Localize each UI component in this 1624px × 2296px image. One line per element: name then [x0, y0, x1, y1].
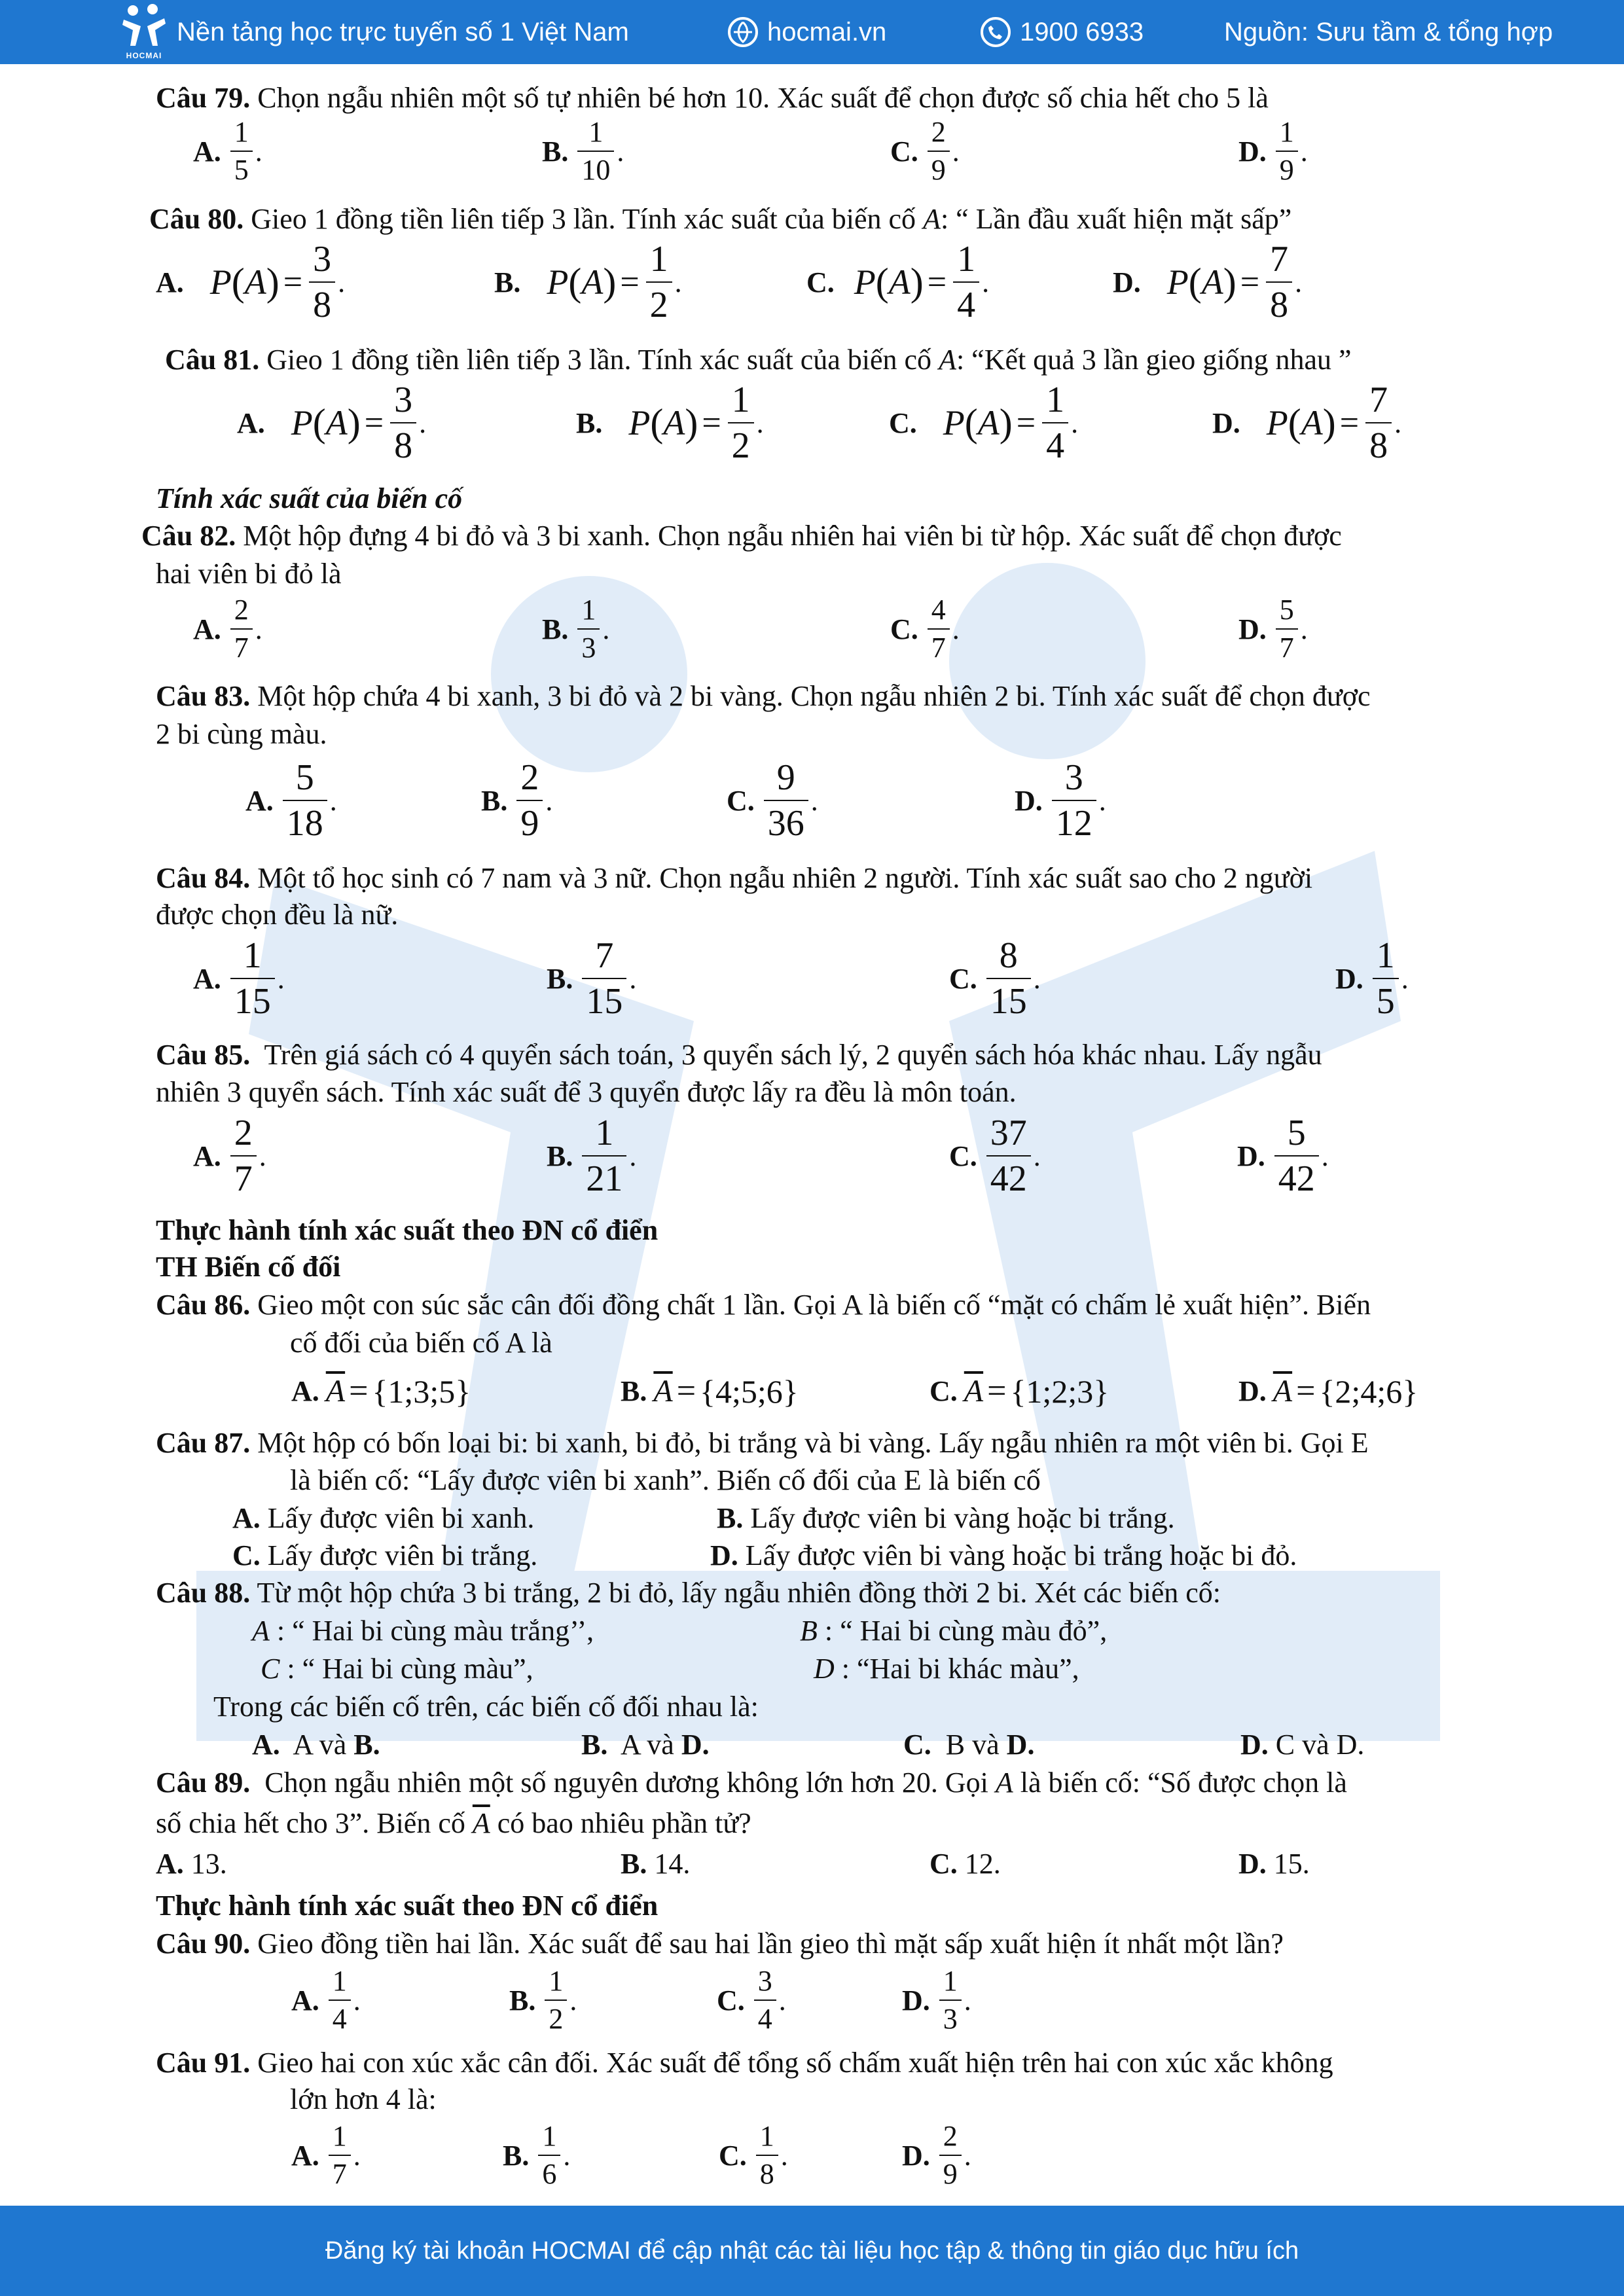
- q88-event-a: A : “ Hai bi cùng màu trắng’’,: [252, 1615, 594, 1647]
- q79-option-b[interactable]: B. $\frac{1}{10}$ .: [542, 116, 624, 186]
- q86-option-d[interactable]: D. $\overline{A}$ = {2;4;6}: [1238, 1372, 1418, 1410]
- phone-number[interactable]: 1900 6933: [1020, 17, 1144, 46]
- footer-text[interactable]: Đăng ký tài khoản HOCMAI để cập nhật các tài liệu học tập & thông tin giáo dục hữu ích: [325, 2236, 1299, 2265]
- q82-option-a[interactable]: A. $\frac{2}{7}$ .: [193, 594, 262, 664]
- phone-icon: [981, 17, 1011, 47]
- q91-option-a[interactable]: A. $\frac{1}{7}$ .: [291, 2120, 361, 2190]
- q90-option-b[interactable]: B. $\frac{1}{2}$ .: [509, 1965, 577, 2035]
- q85-option-c[interactable]: C. $\frac{37}{42}$ .: [949, 1113, 1041, 1199]
- question-88-cont: Trong các biến cố trên, các biến cố đối nhau là:: [213, 1691, 759, 1723]
- q91-option-d[interactable]: D. $\frac{2}{9}$ .: [902, 2120, 971, 2190]
- q89-option-d[interactable]: D. 15.: [1238, 1848, 1310, 1880]
- q90-option-c[interactable]: C. $\frac{3}{4}$ .: [717, 1965, 786, 2035]
- section-heading: Thực hành tính xác suất theo ĐN cổ điển: [156, 1890, 659, 1922]
- q85-option-d[interactable]: D. $\frac{5}{42}$ .: [1237, 1113, 1329, 1199]
- question-91: Câu 91. Gieo hai con xúc xắc cân đối. Xác suất để tổng số chấm xuất hiện trên hai con xúc xắc không: [156, 2047, 1333, 2079]
- section-heading: TH Biến cố đối: [156, 1251, 341, 1283]
- logo-text: HOCMAI: [126, 51, 162, 60]
- q79-option-d[interactable]: D. $\frac{1}{9}$ .: [1238, 116, 1308, 186]
- q85-option-a[interactable]: A. $\frac{2}{7}$ .: [193, 1113, 266, 1199]
- question-85: Câu 85. Trên giá sách có 4 quyển sách toán, 3 quyển sách lý, 2 quyển sách hóa khác nhau. Lấy ngẫu: [156, 1039, 1322, 1071]
- header-source: Nguồn: Sưu tầm & tổng hợp: [1224, 17, 1553, 46]
- question-87-cont: là biến cố: “Lấy được viên bi xanh”. Biến cố đối của E là biến cố: [290, 1464, 1041, 1496]
- globe-icon: [728, 17, 758, 47]
- q81-option-d[interactable]: D. P ( A ) = $\frac{7}{8}$ .: [1212, 380, 1402, 466]
- question-82-cont: hai viên bi đỏ là: [156, 558, 342, 590]
- question-90: Câu 90. Gieo đồng tiền hai lần. Xác suất để sau hai lần gieo thì mặt sấp xuất hiện ít nhất một lần?: [156, 1928, 1284, 1960]
- q88-event-b: B : “ Hai bi cùng màu đỏ”,: [800, 1615, 1108, 1647]
- q88-option-b[interactable]: B. A và D.: [581, 1729, 710, 1761]
- site-link[interactable]: hocmai.vn: [767, 17, 887, 46]
- q84-option-a[interactable]: A. $\frac{1}{15}$ .: [193, 935, 285, 1022]
- q79-option-a[interactable]: A. $\frac{1}{5}$ .: [193, 116, 262, 186]
- question-80: Câu 80. Gieo 1 đồng tiền liên tiếp 3 lần. Tính xác suất của biến cố A: “ Lần đầu xuất hiện mặt sấp”: [149, 203, 1292, 235]
- q81-option-c[interactable]: C. P ( A ) = $\frac{1}{4}$ .: [889, 380, 1079, 466]
- header-site[interactable]: [728, 0, 886, 64]
- q89-option-b[interactable]: B. 14.: [621, 1848, 691, 1880]
- q91-option-b[interactable]: B. $\frac{1}{6}$ .: [503, 2120, 571, 2190]
- header-slogan: Nền tảng học trực tuyến số 1 Việt Nam: [177, 17, 629, 46]
- page-footer: [0, 2206, 1624, 2296]
- q81-option-b[interactable]: B. P ( A ) = $\frac{1}{2}$ .: [576, 380, 764, 466]
- question-88: Câu 88. Từ một hộp chứa 3 bi trắng, 2 bi đỏ, lấy ngẫu nhiên đồng thời 2 bi. Xét các biến cố:: [156, 1577, 1221, 1609]
- question-85-cont: nhiên 3 quyển sách. Tính xác suất để 3 quyển được lấy ra đều là môn toán.: [156, 1076, 1017, 1108]
- question-text: Chọn ngẫu nhiên một số tự nhiên bé hơn 10. Xác suất để chọn được số chia hết cho 5 là: [257, 82, 1269, 114]
- q88-option-c[interactable]: C. B và D.: [903, 1729, 1035, 1761]
- section-heading: Tính xác suất của biến cố: [156, 482, 463, 514]
- q86-option-a[interactable]: A. $\overline{A}$ = {1;3;5}: [291, 1372, 471, 1410]
- q89-option-a[interactable]: A. 13.: [156, 1848, 227, 1880]
- question-79: [156, 84, 1269, 113]
- q80-option-c[interactable]: C. P ( A ) = $\frac{1}{4}$ .: [806, 239, 990, 325]
- question-number: Câu 79.: [156, 82, 251, 114]
- q90-option-d[interactable]: D. $\frac{1}{3}$ .: [902, 1965, 971, 2035]
- q80-option-b[interactable]: B. P ( A ) = $\frac{1}{2}$ .: [494, 239, 682, 325]
- q82-option-b[interactable]: B. $\frac{1}{3}$ .: [542, 594, 610, 664]
- q88-option-a[interactable]: A. A và B.: [252, 1729, 380, 1761]
- q86-option-b[interactable]: B. $\overline{A}$ = {4;5;6}: [621, 1372, 799, 1410]
- q82-option-d[interactable]: D. $\frac{5}{7}$ .: [1238, 594, 1308, 664]
- q83-option-c[interactable]: C. $\frac{9}{36}$ .: [727, 757, 818, 844]
- question-82: Câu 82. Một hộp đựng 4 bi đỏ và 3 bi xanh. Chọn ngẫu nhiên hai viên bi từ hộp. Xác suất để chọn được: [141, 520, 1342, 552]
- q91-option-c[interactable]: C. $\frac{1}{8}$ .: [719, 2120, 788, 2190]
- logo-figures-icon: [121, 4, 167, 47]
- q81-option-a[interactable]: A. P ( A ) = $\frac{3}{8}$ .: [237, 380, 427, 466]
- q79-option-c[interactable]: C. $\frac{2}{9}$ .: [890, 116, 960, 186]
- q84-option-c[interactable]: C. $\frac{8}{15}$ .: [949, 935, 1041, 1022]
- q90-option-a[interactable]: A. $\frac{1}{4}$ .: [291, 1965, 361, 2035]
- q88-option-d[interactable]: D. C và D.: [1240, 1729, 1365, 1761]
- section-heading: Thực hành tính xác suất theo ĐN cổ điển: [156, 1214, 659, 1246]
- page-header: [0, 0, 1624, 64]
- q84-option-b[interactable]: B. $\frac{7}{15}$ .: [547, 935, 637, 1022]
- q83-option-d[interactable]: D. $\frac{3}{12}$ .: [1015, 757, 1106, 844]
- q87-option-a[interactable]: A. Lấy được viên bi xanh.: [232, 1502, 535, 1534]
- q83-option-a[interactable]: A. $\frac{5}{18}$ .: [245, 757, 337, 844]
- question-81: Câu 81. Gieo 1 đồng tiền liên tiếp 3 lần. Tính xác suất của biến cố A: “Kết quả 3 lần gieo giống nhau ”: [165, 344, 1352, 376]
- q86-option-c[interactable]: C. $\overline{A}$ = {1;2;3}: [929, 1372, 1110, 1410]
- q85-option-b[interactable]: B. $\frac{1}{21}$ .: [547, 1113, 637, 1199]
- question-91-cont: lớn hơn 4 là:: [290, 2083, 437, 2115]
- header-phone[interactable]: [981, 0, 1144, 64]
- q87-option-d[interactable]: D. Lấy được viên bi vàng hoặc bi trắng hoặc bi đỏ.: [710, 1539, 1297, 1571]
- question-86: Câu 86. Gieo một con súc sắc cân đối đồng chất 1 lần. Gọi A là biến cố “mặt có chấm lẻ xuất hiện”. Biến: [156, 1289, 1371, 1321]
- q88-event-c: C : “ Hai bi cùng màu”,: [261, 1653, 533, 1685]
- q89-option-c[interactable]: C. 12.: [929, 1848, 1001, 1880]
- question-89: Câu 89. Chọn ngẫu nhiên một số nguyên dương không lớn hơn 20. Gọi A là biến cố: “Số được chọn là: [156, 1767, 1347, 1799]
- question-83-cont: 2 bi cùng màu.: [156, 718, 327, 750]
- q80-option-d[interactable]: D. P ( A ) = $\frac{7}{8}$ .: [1113, 239, 1303, 325]
- question-83: Câu 83. Một hộp chứa 4 bi xanh, 3 bi đỏ và 2 bi vàng. Chọn ngẫu nhiên 2 bi. Tính xác suất để chọn được: [156, 680, 1371, 712]
- question-86-cont: cố đối của biến cố A là: [290, 1327, 552, 1359]
- q84-option-d[interactable]: D. $\frac{1}{5}$ .: [1335, 935, 1409, 1022]
- q87-option-c[interactable]: C. Lấy được viên bi trắng.: [232, 1539, 538, 1571]
- q82-option-c[interactable]: C. $\frac{4}{7}$ .: [890, 594, 960, 664]
- hocmai-logo: [121, 4, 167, 60]
- question-84-cont: được chọn đều là nữ.: [156, 899, 399, 931]
- q87-option-b[interactable]: B. Lấy được viên bi vàng hoặc bi trắng.: [717, 1502, 1175, 1534]
- q88-event-d: D : “Hai bi khác màu”,: [814, 1653, 1079, 1685]
- q80-option-a[interactable]: A. P ( A ) = $\frac{3}{8}$ .: [156, 239, 346, 325]
- q83-option-b[interactable]: B. $\frac{2}{9}$ .: [481, 757, 553, 844]
- question-84: Câu 84. Một tổ học sinh có 7 nam và 3 nữ. Chọn ngẫu nhiên 2 người. Tính xác suất sao cho 2 người: [156, 862, 1313, 894]
- question-87: Câu 87. Một hộp có bốn loại bi: bi xanh, bi đỏ, bi trắng và bi vàng. Lấy ngẫu nhiên ra một viên bi. Gọi E: [156, 1427, 1369, 1459]
- question-89-cont: số chia hết cho 3”. Biến cố $\overline{A}$ có bao nhiêu phần tử?: [156, 1807, 751, 1839]
